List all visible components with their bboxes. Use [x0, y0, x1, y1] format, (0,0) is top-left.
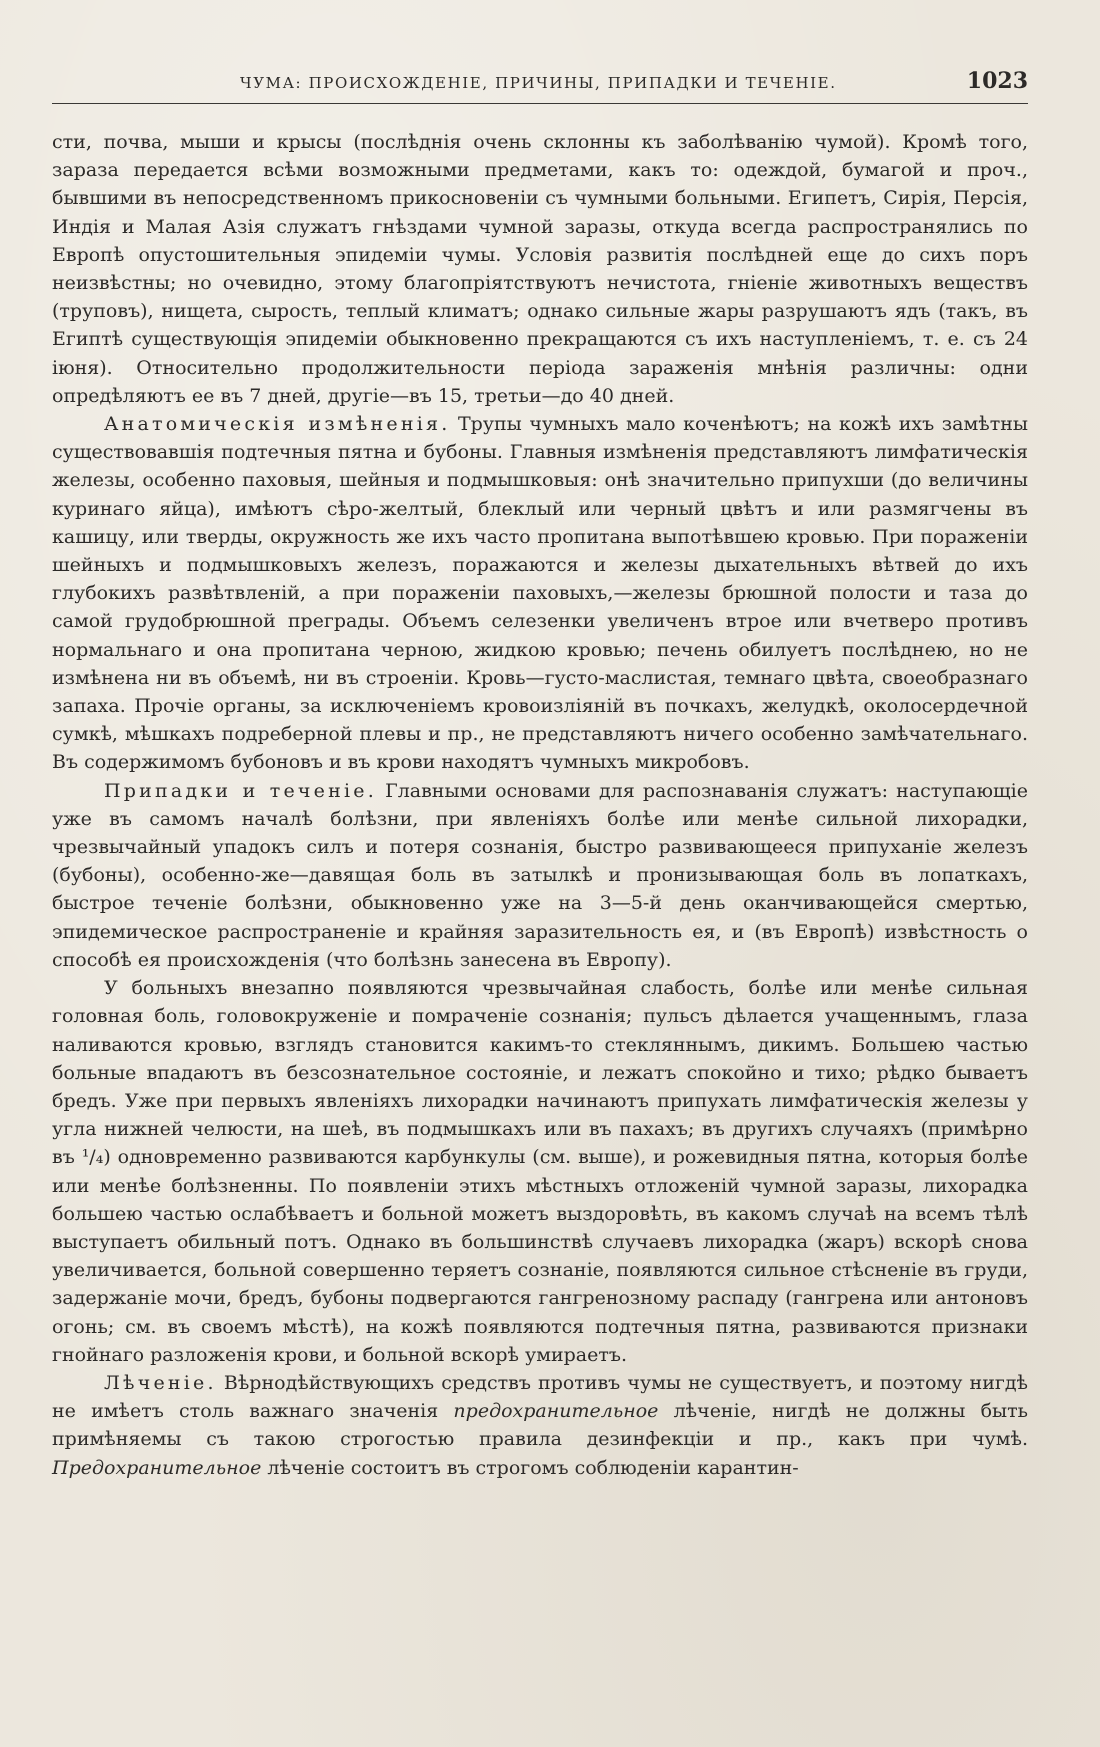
page-header: [52, 68, 1028, 102]
paragraph-treatment-text-c: лѣченіе состоитъ въ строгомъ соблюденіи карантин-: [261, 1456, 799, 1479]
section-heading-symptoms: Припадки и теченіе.: [104, 779, 377, 802]
paragraph-1: [52, 128, 1028, 410]
header-rule: [52, 103, 1028, 104]
italic-term-2: Предохранительное: [52, 1456, 262, 1479]
paragraph-symptoms: [52, 777, 1028, 974]
paragraph-1-text: сти, почва, мыши и крысы (послѣднія очень склонны къ заболѣванію чумой). Кромѣ того, зараза передается всѣми возможными предметами, какъ то: одеждой, бумагой и проч., бывшими въ непосредственномъ прикосновеніи съ чумными больными. Египетъ, Сирія, Персія, Индія и Малая Азія служатъ гнѣздами чумной заразы, откуда всегда распространялись по Европѣ опустошительныя эпидеміи чумы. Условія развитія послѣдней еще до сихъ поръ неизвѣстны; но очевидно, этому благопріятствуютъ нечистота, гніеніе животныхъ веществъ (труповъ), нищета, сырость, теплый климатъ; однако сильные жары разрушаютъ ядъ (такъ, въ Египтѣ существующія эпидеміи обыкновенно прекращаются съ ихъ наступленіемъ, т. е. съ 24 іюня). Относительно продолжительности періода зараженія мнѣнія различны: одни опредѣляютъ ее въ 7 дней, другіе—въ 15, третьи—до 40 дней.: [52, 131, 1028, 407]
paragraph-treatment: [52, 1369, 1028, 1482]
paragraph-course: [52, 974, 1028, 1369]
paragraph-anatomy: [52, 410, 1028, 777]
paragraph-anatomy-text: Трупы чумныхъ мало коченѣютъ; на кожѣ ихъ замѣтны существовавшія подтечныя пятна и бубоны. Главныя измѣненія представляютъ лимфатическія железы, особенно паховыя, шейныя и подмышковыя: онѣ значительно припухши (до величины куринаго яйца), имѣютъ сѣро-желтый, блеклый или черный цвѣтъ и или размягчены въ кашицу, или тверды, окружность же ихъ часто пропитана выпотѣвшею кровью. При пораженіи шейныхъ и подмышковыхъ железъ, поражаются и железы дыхательныхъ вѣтвей до ихъ глубокихъ развѣтвленій, а при пораженіи паховыхъ,—железы брюшной полости и таза до самой грудобрюшной преграды. Объемъ селезенки увеличенъ втрое или вчетверо противъ нормальнаго и она пропитана черною, жидкою кровью; печень обилуетъ послѣднею, но не измѣнена ни въ объемѣ, ни въ строеніи. Кровь—густо-маслистая, темнаго цвѣта, своеобразнаго запаха. Прочіе органы, за исключеніемъ кровоизліяній въ почкахъ, желудкѣ, околосердечной сумкѣ, мѣшкахъ подреберной плевы и пр., не представляютъ ничего особенно замѣчательнаго. Въ содержимомъ бубоновъ и въ крови находятъ чумныхъ микробовъ.: [52, 413, 1028, 774]
paragraph-treatment-text-b: лѣченіе, нигдѣ не должны быть примѣняемы съ такою строгостью правила дезинфекціи и пр., какъ при чумѣ.: [52, 1400, 1028, 1451]
italic-term-1: предохранительное: [453, 1400, 659, 1423]
paragraph-treatment-text-a: Вѣрнодѣйствующихъ средствъ противъ чумы не существуетъ, и поэтому нигдѣ не имѣетъ столь важнаго значенія: [52, 1371, 1028, 1423]
body-text: [52, 128, 1028, 1482]
section-heading-anatomy: Анатомическія измѣненія.: [104, 413, 451, 436]
page-number: 1023: [966, 68, 1028, 94]
section-heading-treatment: Лѣченіе.: [104, 1371, 217, 1394]
paragraph-symptoms-text: Главными основами для распознаванія служатъ: наступающіе уже въ самомъ началѣ болѣзни, при явленіяхъ болѣе или менѣе сильной лихорадки, чрезвычайный упадокъ силъ и потеря сознанія, быстро развивающееся припуханіе железъ (бубоны), особенно-же—давящая боль въ затылкѣ и пронизывающая боль въ лопаткахъ, быстрое теченіе болѣзни, обыкновенно уже на 3—5-й день оканчивающейся смертью, эпидемическое распространеніе и крайняя заразительность ея, и (въ Европѣ) извѣстность о способѣ ея происхожденія (что болѣзнь занесена въ Европу).: [52, 779, 1028, 971]
running-title: ЧУМА: ПРОИСХОЖДЕНІЕ, ПРИЧИНЫ, ПРИПАДКИ И ТЕЧЕНІЕ.: [240, 74, 837, 92]
paragraph-course-text: У больныхъ внезапно появляются чрезвычайная слабость, болѣе или менѣе сильная головная боль, головокруженіе и помраченіе сознанія; пульсъ дѣлается учащеннымъ, глаза наливаются кровью, взглядъ становится какимъ-то стекляннымъ, дикимъ. Большею частью больные впадаютъ въ безсознательное состояніе, и лежатъ спокойно и тихо; рѣдко бываетъ бредъ. Уже при первыхъ явленіяхъ лихорадки начинаютъ припухать лимфатическія железы у угла нижней челюсти, на шеѣ, въ подмышкахъ или въ пахахъ; въ другихъ случаяхъ (примѣрно въ ¹/₄) одновременно развиваются карбункулы (см. выше), и рожевидныя пятна, которыя болѣе или менѣе болѣзненны. По появленіи этихъ мѣстныхъ отложеній чумной заразы, лихорадка большею частью ослабѣваетъ и больной можетъ выздоровѣть, въ какомъ случаѣ на всемъ тѣлѣ выступаетъ обильный потъ. Однако въ большинствѣ случаевъ лихорадка (жаръ) вскорѣ снова увеличивается, больной совершенно теряетъ сознаніе, появляются сильное стѣсненіе въ груди, задержаніе мочи, бредъ, бубоны подвергаются гангренозному распаду (гангрена или антоновъ огонь; см. въ своемъ мѣстѣ), на кожѣ появляются подтечныя пятна, развиваются признаки гнойнаго разложенія крови, и больной вскорѣ умираетъ.: [52, 977, 1028, 1366]
